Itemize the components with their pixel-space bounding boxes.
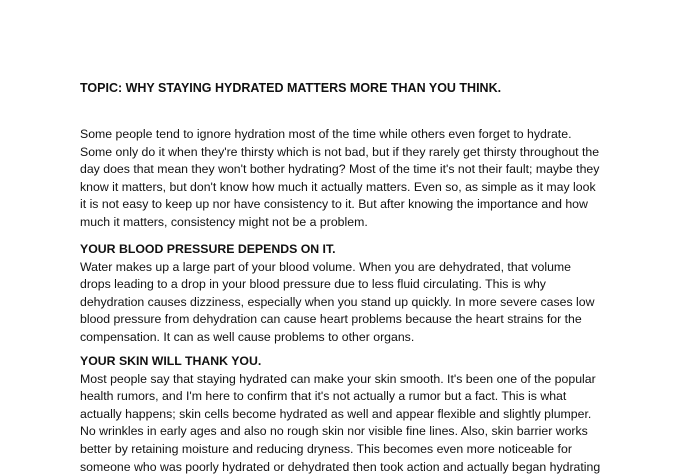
intro-line: know it matters, but don't know how much it actually matters. Even so, as simple as it may look bbox=[80, 179, 596, 194]
section-heading: YOUR SKIN WILL THANK YOU. bbox=[80, 354, 262, 368]
intro-line: it is not easy to keep up nor have consistency to it. But after knowing the importance and how bbox=[80, 197, 588, 212]
intro-line: day does that mean they won't bother hydrating? Most of the time it's not their fault; maybe they bbox=[80, 162, 600, 177]
section-line: compensation. It can as well cause problems to other organs. bbox=[80, 329, 415, 344]
document-topic-heading: TOPIC: WHY STAYING HYDRATED MATTERS MORE THAN YOU THINK. bbox=[80, 81, 502, 95]
section-line: drops leading to a drop in your blood pressure due to less fluid circulating. This is why bbox=[80, 277, 546, 292]
section-line: dehydration causes dizziness, especially when you stand up quickly. In more severe cases low bbox=[80, 294, 595, 309]
section-line: health rumors, and I'm here to confirm that it's not actually a rumor but a fact. This is what bbox=[80, 389, 567, 404]
intro-line: much it matters, consistency might not be a problem. bbox=[80, 214, 368, 229]
section-line: No wrinkles in early ages and also no rough skin nor visible fine lines. Also, skin barrier works bbox=[80, 424, 588, 439]
section-line: better by retaining moisture and reducing dryness. This becomes even more noticeable for bbox=[80, 441, 572, 456]
section-line: Water makes up a large part of your blood volume. When you are dehydrated, that volume bbox=[80, 259, 571, 274]
section-heading: YOUR BLOOD PRESSURE DEPENDS ON IT. bbox=[80, 242, 336, 256]
section-line: Most people say that staying hydrated can make your skin smooth. It's been one of the popular bbox=[80, 371, 596, 386]
intro-line: Some only do it when they're thirsty which is not bad, but if they rarely get thirsty throughout the bbox=[80, 144, 600, 159]
section-line: actually happens; skin cells become hydrated as well and appear flexible and slightly plumper. bbox=[80, 406, 592, 421]
section-line: someone who was poorly hydrated or dehydrated then took action and actually began hydrating bbox=[80, 459, 601, 474]
section-line: blood pressure from dehydration can cause heart problems because the heart strains for the bbox=[80, 312, 582, 327]
intro-paragraph bbox=[80, 126, 599, 232]
section-skin bbox=[80, 353, 600, 476]
section-blood-pressure bbox=[80, 241, 594, 347]
section-paragraph bbox=[80, 371, 600, 476]
section-paragraph bbox=[80, 259, 594, 347]
intro-line: Some people tend to ignore hydration most of the time while others even forget to hydrate. bbox=[80, 127, 572, 141]
